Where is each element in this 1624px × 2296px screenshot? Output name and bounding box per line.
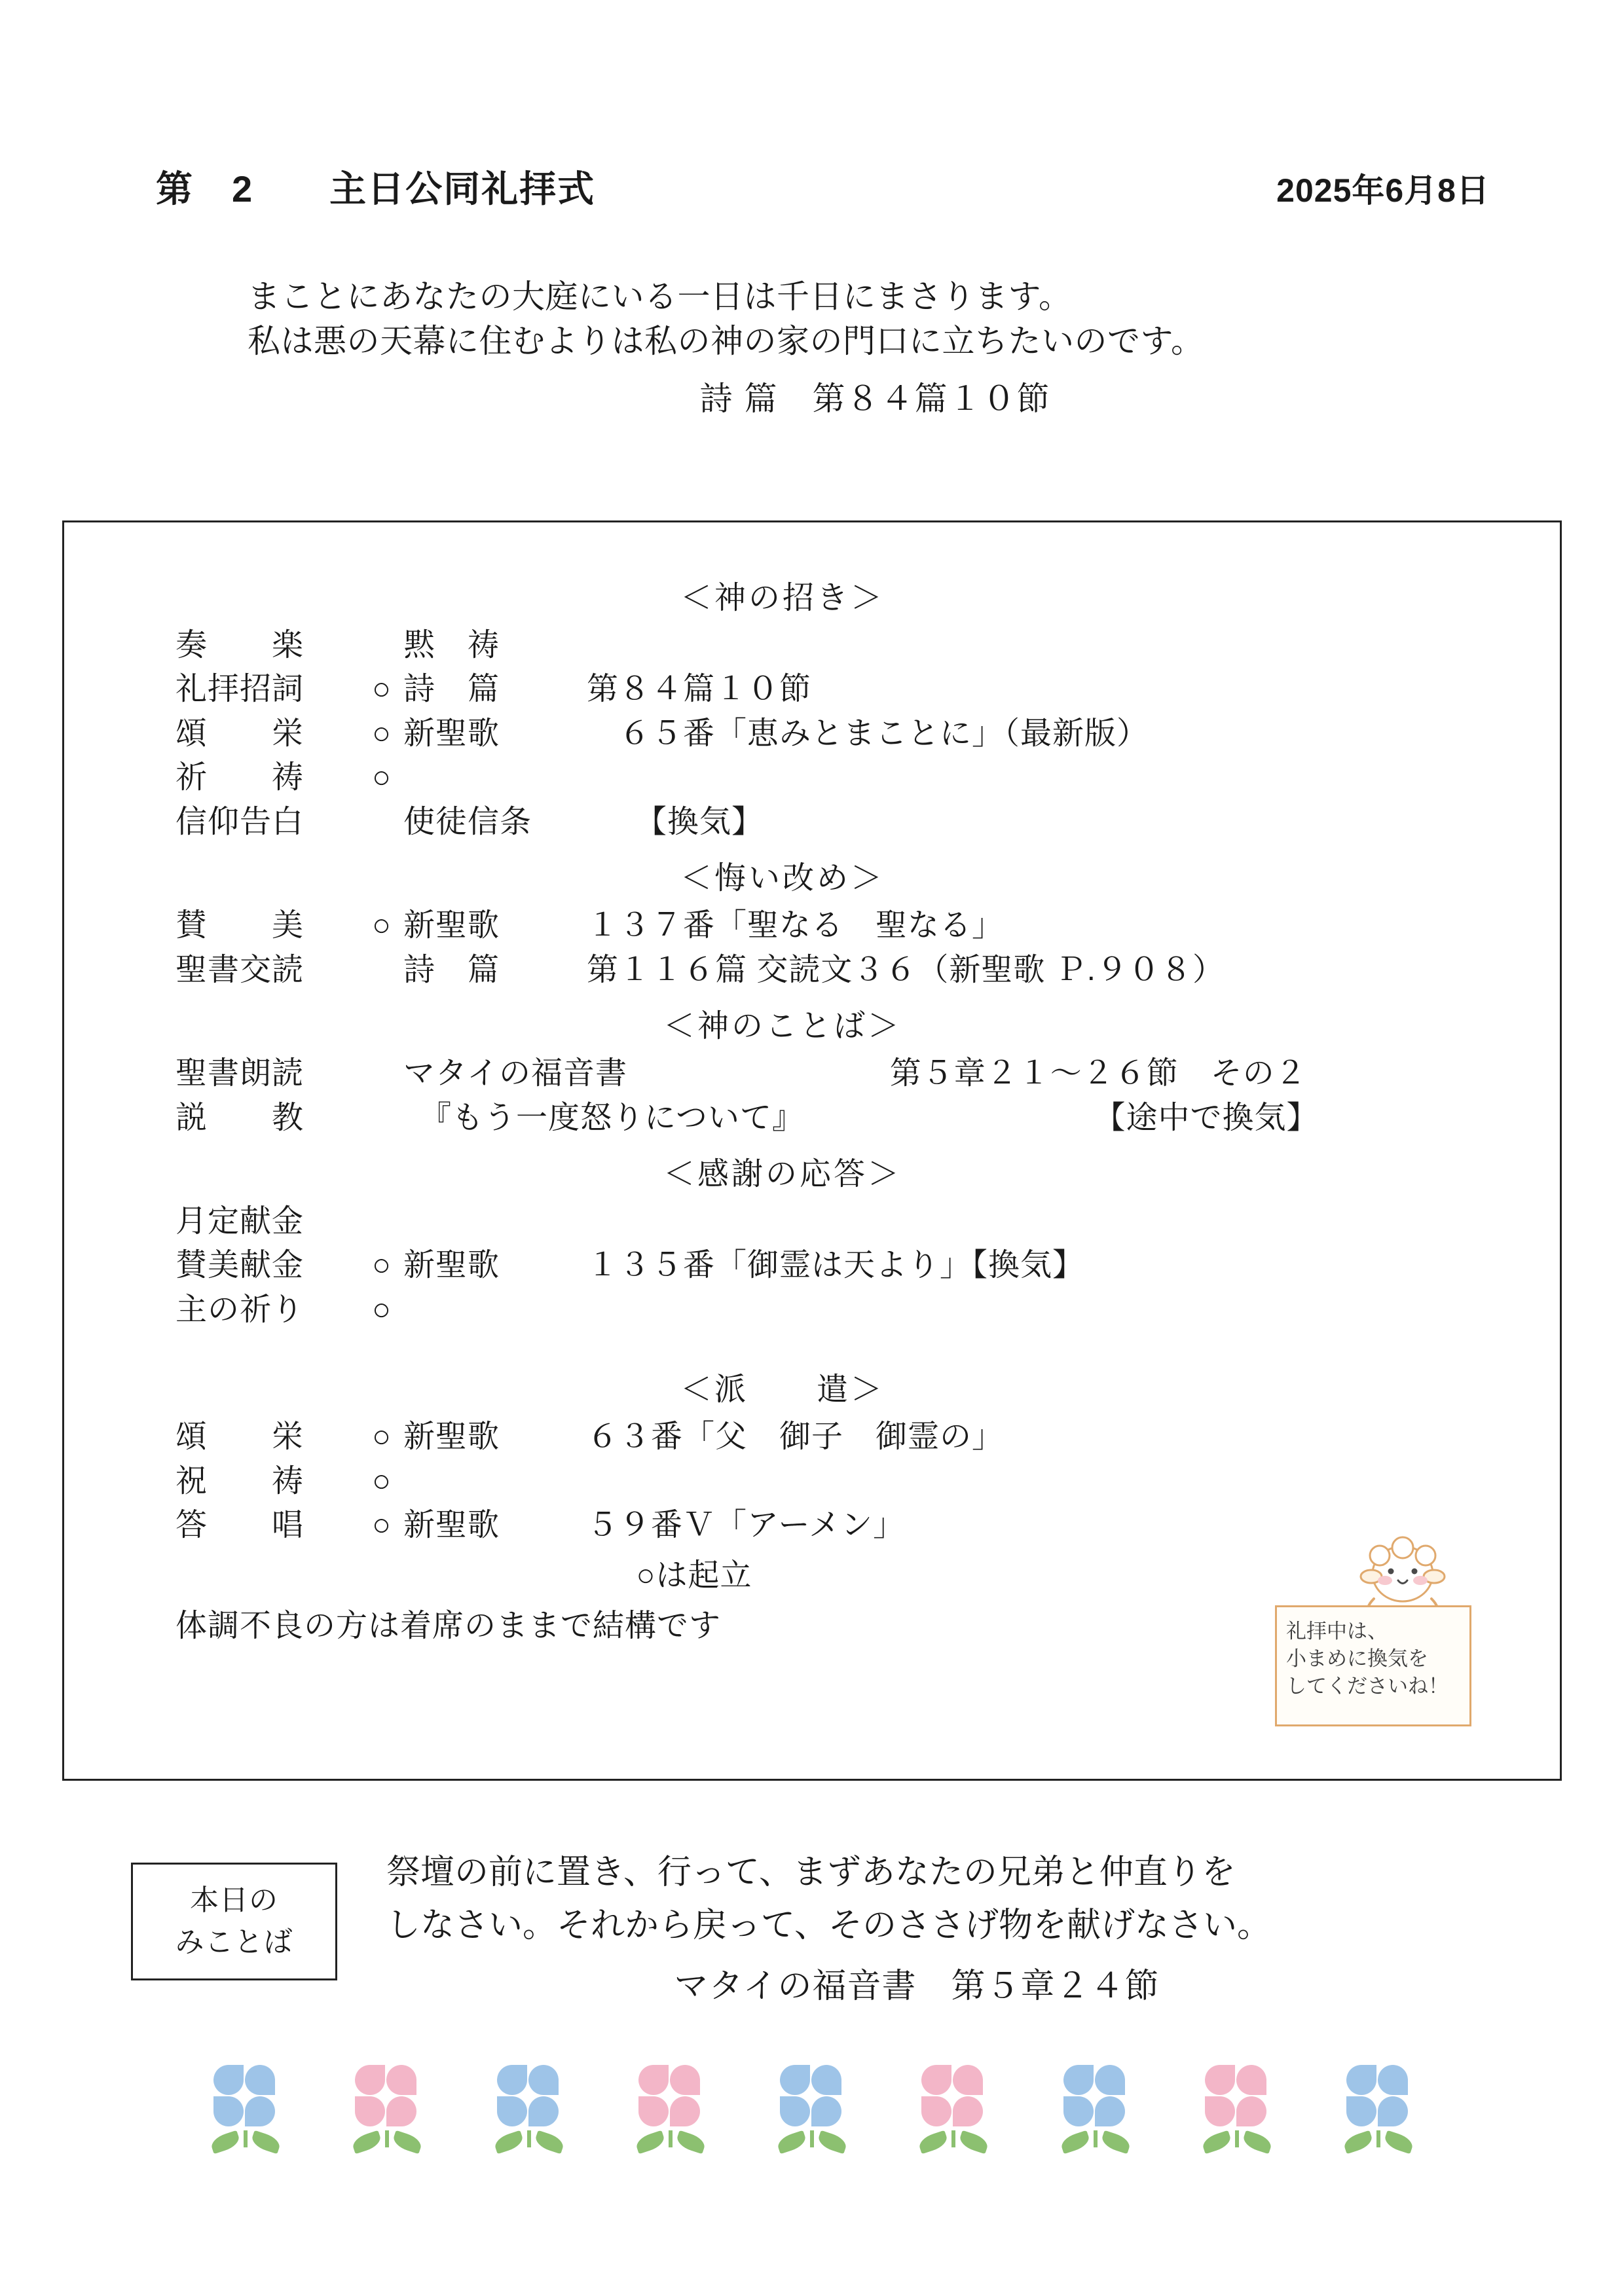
order-row-book: 新聖歌 xyxy=(403,908,500,943)
sheep-illustration xyxy=(1246,1533,1521,1743)
today-word-label-box xyxy=(131,1863,337,1980)
order-row-mark: ○ xyxy=(372,760,392,795)
order-row-book: 黙 祷 xyxy=(403,628,500,663)
order-row-detail: 第８４篇１０節 xyxy=(587,672,812,707)
order-row xyxy=(64,757,1560,797)
order-of-service-content xyxy=(64,522,1560,1779)
order-row-label: 奏 楽 xyxy=(175,628,304,663)
order-row-book: 新聖歌 xyxy=(403,716,500,751)
order-row-book: 新聖歌 xyxy=(403,1419,500,1455)
today-text-line-1: 祭壇の前に置き、行って、まずあなたの兄弟と仲直りを xyxy=(386,1853,1236,1891)
order-row xyxy=(64,1417,1560,1457)
order-row-mark: ○ xyxy=(372,908,392,943)
stand-note: ○は起立 xyxy=(636,1558,752,1593)
ventilation-sign xyxy=(1275,1605,1471,1726)
order-row-label: 答 唱 xyxy=(175,1508,304,1543)
sign-line-3: してくださいね！ xyxy=(1286,1674,1449,1698)
order-row xyxy=(64,1201,1560,1241)
order-row-label: 賛美献金 xyxy=(175,1248,304,1283)
order-of-service-box xyxy=(62,520,1562,1781)
order-row-detail: ５９番Ｖ「アーメン」 xyxy=(587,1508,906,1543)
flower-icon xyxy=(621,2062,720,2160)
order-row-label: 祈 祷 xyxy=(175,760,304,795)
order-row-mark: ○ xyxy=(372,716,392,751)
order-row-mark: ○ xyxy=(372,1248,392,1283)
order-row-mark: ○ xyxy=(372,1292,392,1327)
order-row-label: 頌 栄 xyxy=(175,716,304,751)
service-title: 第 2 主日公同礼拝式 xyxy=(156,168,596,210)
order-row-detail-2: 【途中で換気】 xyxy=(1045,1100,1319,1135)
order-row-detail: 第１１６篇 交読文３６（新聖歌 Ｐ.９０８） xyxy=(587,952,1225,987)
flower-icon xyxy=(904,2062,1003,2160)
order-row xyxy=(64,950,1560,990)
order-row-label: 説 教 xyxy=(175,1100,304,1135)
today-word-text xyxy=(386,1846,1500,2007)
verse-line-1: まことにあなたの大庭にいる一日は千日にまさります。 xyxy=(248,278,1072,315)
flower-icon xyxy=(1188,2062,1286,2160)
order-row xyxy=(64,1098,1560,1138)
order-row-book: 詩 篇 xyxy=(403,672,500,707)
order-row-label: 信仰告白 xyxy=(175,804,304,839)
order-row xyxy=(64,1053,1560,1093)
service-date: 2025年6月8日 xyxy=(1276,172,1490,209)
order-row xyxy=(64,1245,1560,1285)
order-row-mark: ○ xyxy=(372,672,392,707)
order-row-detail: マタイの福音書 xyxy=(403,1056,628,1091)
order-row-mark: ○ xyxy=(372,1419,392,1455)
order-row-label: 賛 美 xyxy=(175,908,304,943)
spacer xyxy=(64,1334,1560,1353)
order-row-detail: ６５番「恵みとまことに」（最新版） xyxy=(587,716,1149,751)
order-row-label: 聖書朗読 xyxy=(175,1056,304,1091)
flower-icon xyxy=(763,2062,861,2160)
verse-line-2: 私は悪の天幕に住むよりは私の神の家の門口に立ちたいのです。 xyxy=(248,322,1204,359)
order-row xyxy=(64,669,1560,709)
order-row-book: 使徒信条 xyxy=(403,804,532,839)
order-row-label: 月定献金 xyxy=(175,1203,304,1239)
today-label-line-1: 本日の xyxy=(190,1884,278,1917)
section-title-repentance: ＜悔い改め＞ xyxy=(680,861,885,896)
order-row-label: 主の祈り xyxy=(175,1292,304,1327)
flower-icon xyxy=(1046,2062,1145,2160)
order-row-detail: 【換気】 xyxy=(587,804,764,839)
opening-verse xyxy=(156,275,1490,420)
order-row-detail: １３５番「御霊は天より」【換気】 xyxy=(587,1248,1085,1283)
order-row-label: 祝 祷 xyxy=(175,1463,304,1499)
section-title-invitation: ＜神の招き＞ xyxy=(680,581,885,615)
order-row-label: 聖書交読 xyxy=(175,952,304,987)
section-title-thanksgiving: ＜感謝の応答＞ xyxy=(663,1156,902,1192)
order-row-book: 新聖歌 xyxy=(403,1508,500,1543)
order-row xyxy=(64,714,1560,754)
verse-reference: 詩 篇 第８４篇１０節 xyxy=(699,380,1051,417)
order-row xyxy=(64,1290,1560,1330)
order-row-label: 頌 栄 xyxy=(175,1419,304,1455)
order-row-book: 新聖歌 xyxy=(403,1248,500,1283)
order-row-detail: １３７番「聖なる 聖なる」 xyxy=(587,908,1005,943)
order-row-label: 礼拝招詞 xyxy=(175,672,304,707)
order-row xyxy=(64,1461,1560,1501)
flower-icon xyxy=(338,2062,436,2160)
order-row xyxy=(64,802,1560,842)
today-reference: マタイの福音書 第５章２４節 xyxy=(674,1967,1160,2006)
page-header xyxy=(156,160,1490,213)
order-row-book: 詩 篇 xyxy=(403,952,500,987)
flower-icon xyxy=(480,2062,578,2160)
sign-line-1: 礼拝中は、 xyxy=(1286,1620,1388,1643)
order-row-mark: ○ xyxy=(372,1508,392,1543)
flower-border xyxy=(196,2062,1428,2174)
order-row-mark: ○ xyxy=(372,1463,392,1499)
flower-icon xyxy=(196,2062,295,2160)
seated-note: 体調不良の方は着席のままで結構です xyxy=(175,1608,722,1643)
sign-line-2: 小まめに換気を xyxy=(1286,1647,1428,1670)
section-title-word: ＜神のことば＞ xyxy=(663,1009,902,1044)
order-row xyxy=(64,625,1560,665)
flower-icon xyxy=(1329,2062,1428,2160)
today-label-line-2: みことば xyxy=(175,1926,293,1958)
today-text-line-2: しなさい。それから戻って、そのささげ物を献げなさい。 xyxy=(386,1906,1271,1944)
order-row-detail-2: 第５章２１～２６節 その２ xyxy=(880,1056,1307,1091)
section-title-sending: ＜派 遣＞ xyxy=(680,1372,885,1408)
order-row-detail: 『もう一度怒りについて』 xyxy=(403,1100,805,1135)
order-row xyxy=(64,905,1560,945)
order-row-detail: ６３番「父 御子 御霊の」 xyxy=(587,1419,1005,1455)
